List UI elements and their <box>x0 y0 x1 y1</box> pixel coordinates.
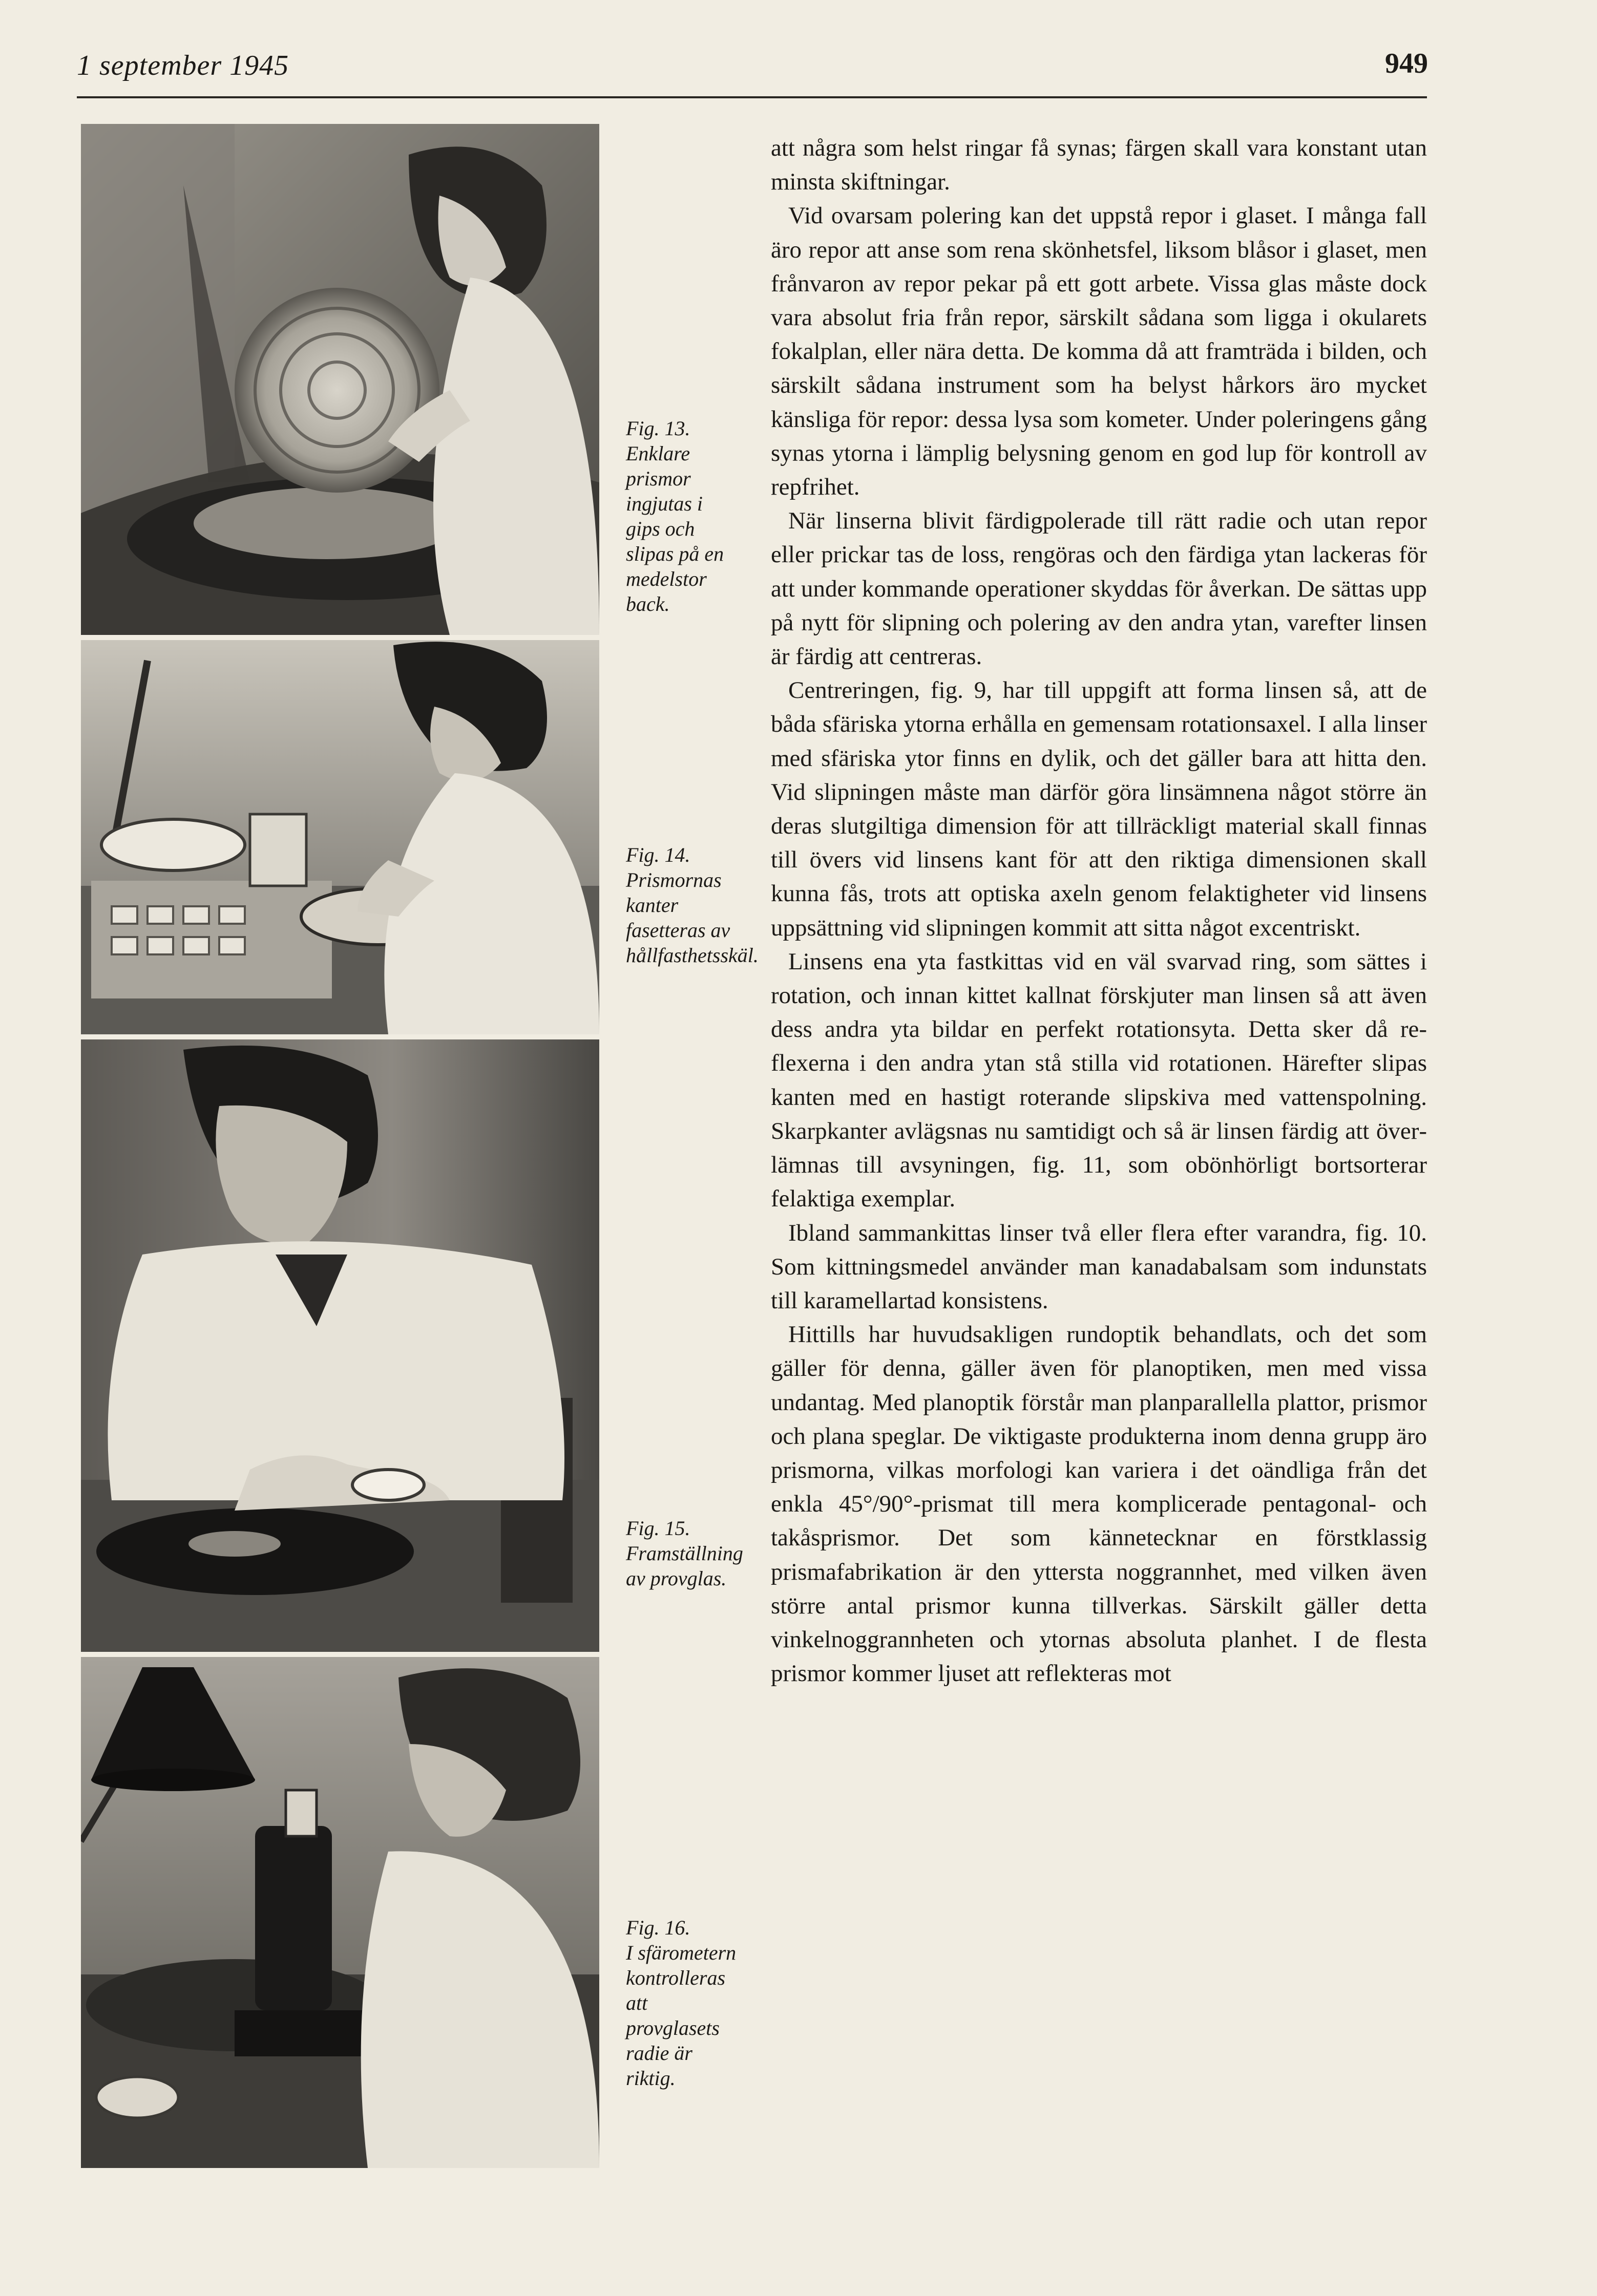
issue-date: 1 september 1945 <box>77 50 289 81</box>
figure-15-text: Framställning av provglas. <box>626 1542 743 1590</box>
figure-16-label: Fig. 16. <box>626 1916 690 1939</box>
figure-13-text: Enklare prismor ingjutas i gips och slipas på en medelstor back. <box>626 442 724 615</box>
paragraph: Ibland sammankittas linser två eller flera efter varandra, fig. 10. Som kittningsmedel använder man kanadabalsam som indunstats till karamellartad konsistens. <box>771 1219 1427 1314</box>
photo-prism-grinding <box>81 124 599 635</box>
paragraph: Linsens ena yta fastkittas vid en väl svarvad ring, som sättes i rotation, och innan kittet kallnat förskjuter man linsen så att även dess andra yta bildar en perfekt rotationsyta. Detta sker då reflexerna i den andra ytan stå stilla vid rotationen. Härefter slipas kanten med en hastigt roterande slipskiva med vattenspolning. Skarpkanter avlägsnas nu samtidigt och så är linsen färdig att överlämnas till avsyningen, fig. 11, som obönhörligt bortsorterar felaktiga exemplar. <box>771 948 1427 1213</box>
page-number: 949 <box>1385 48 1428 79</box>
figure-15-caption <box>626 1516 741 1591</box>
figure-16-caption <box>626 1915 741 2091</box>
figure-13-caption <box>626 416 741 616</box>
figure-16-text: I sfärometern kontrolleras att provglasets radie är riktig. <box>626 1941 737 2090</box>
figure-14-label: Fig. 14. <box>626 843 690 866</box>
photo-spherometer-check <box>81 1657 599 2168</box>
figure-14-text: Prismornas kanter fasetteras av hållfasthetsskäl. <box>626 868 759 967</box>
figure-15-label: Fig. 15. <box>626 1517 690 1540</box>
article-text-column <box>771 131 1427 1690</box>
header-rule <box>77 96 1427 98</box>
photo-test-glass-making <box>81 1039 599 1652</box>
paragraph: Vid ovarsam polering kan det uppstå repor i glaset. I många fall äro repor att anse som rena skönhetsfel, liksom blåsor i glaset, men frånvaron av repor pekar på ett gott arbete. Vissa glas måste dock vara absolut fria från repor, särskilt sådana som ligga i okularets fokalplan, eller nära detta. De komma då att framträda i bilden, och särskilt sådana instrument som ha belyst hårkors äro mycket känsliga för repor: dessa lysa som kometer. Under poleringens gång synas ytorna i lämplig belysning genom en god lup för kontroll av repfrihet. <box>771 202 1427 501</box>
figure-13-label: Fig. 13. <box>626 417 690 440</box>
figure-14-caption <box>626 842 759 968</box>
paragraph: Centreringen, fig. 9, har till uppgift att forma linsen så, att de båda sfäriska ytorna erhålla en gemensam rotationsaxel. I alla linser med sfäriska ytor finns en dylik, och det gäller bara att hitta den. Vid slipningen måste man därför göra linsämnena något större än deras slutgiltiga dimension för att tillräckligt material skall finnas till övers vid linsens kant för att den riktiga dimensionen skall kunna fås, trots att optiska axeln genom felaktigheter vid linsens uppsättning vid slipningen kommit att sitta något excentriskt. <box>771 677 1427 941</box>
paragraph: När linserna blivit färdigpolerade till rätt radie och utan repor eller prickar tas de loss, rengöras och den färdiga ytan lackeras för att under kommande operationer skyddas för åverkan. De sättas upp på nytt för slipning och polering av den andra ytan, varefter linsen är färdig att centreras. <box>771 507 1427 670</box>
photo-prism-bevelling <box>81 640 599 1034</box>
paragraph: Hittills har huvudsakligen rundoptik behandlats, och det som gäller för denna, gäller även för planoptiken, men med vissa undantag. Med planoptik förstår man planparallella plattor, prismor och plana speglar. De viktigaste produkterna inom denna grupp äro prismorna, vilkas morfologi kan variera i det oändliga från det enkla 45°/90°-prismat till mera komplicerade pentagonal- och takåsprismor. Det som kännetecknar en förstklassig prismafabrikation är den yttersta noggrannhet, med vilken även större antal prismor kunna tillverkas. Särskilt gäller detta vinkelnoggrannheten och ytornas absoluta planhet. I de flesta prismor kommer ljuset att reflekteras mot <box>771 1321 1427 1687</box>
paragraph: att några som helst ringar få synas; färgen skall vara konstant utan minsta skiftningar. <box>771 135 1427 196</box>
